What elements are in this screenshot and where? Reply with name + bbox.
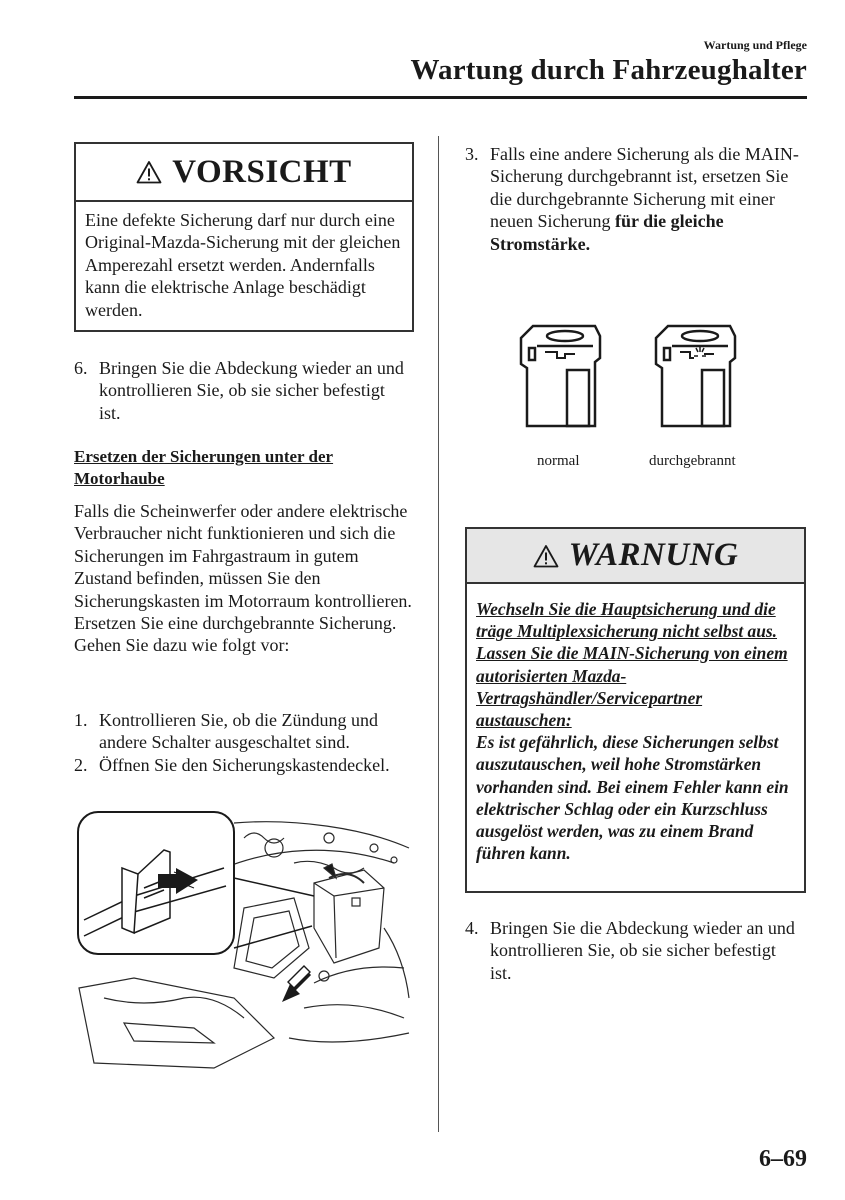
step-4: [465, 917, 795, 984]
warning-triangle-icon: [533, 544, 559, 568]
intro-paragraph: Falls die Scheinwerfer oder andere elektrische Verbraucher nicht funktionieren und sich die Sicherungen im Fahrgastraum in gutem Zustand befinden, müssen Sie den Sicherungskasten im Motorraum kontrollieren. Ersetzen Sie eine durchgebrannte Sicherung. Gehen Sie dazu wie folgt vor:: [74, 501, 412, 656]
subsection-heading: [74, 446, 414, 490]
step-3-bold-text: für die gleiche Stromstärke.: [490, 211, 724, 254]
warning-header: [467, 529, 804, 584]
step-number: 2.: [74, 755, 88, 775]
section-label: Wartung und Pflege: [703, 38, 807, 52]
warning-text: [467, 584, 804, 864]
caution-title: VORSICHT: [172, 153, 352, 190]
fuse-figure: [515, 318, 755, 438]
fuse-label-normal: normal: [537, 453, 580, 469]
step-3-text: Falls eine andere Sicherung als die MAIN-Sicherung durchgebrannt ist, ersetzen Sie die durchgebrannte Sicherung mit einer neuen Sicherung: [490, 144, 799, 232]
column-divider: [438, 136, 439, 1132]
warning-title: WARNUNG: [568, 537, 739, 573]
caution-header: [76, 144, 412, 202]
title-rule: [74, 96, 807, 99]
step-text: Öffnen Sie den Sicherungskastendeckel.: [99, 755, 390, 775]
engine-bay-illustration: [74, 808, 414, 1072]
step-2: [74, 754, 414, 776]
step-number: 1.: [74, 710, 88, 730]
step-text: [490, 143, 806, 255]
step-number: 4.: [465, 918, 479, 938]
fuse-blown-icon: [656, 326, 735, 426]
subsection-heading-line2: Motorhaube: [74, 469, 165, 488]
step-text: Bringen Sie die Abdeckung wieder an und kontrollieren Sie, ob sie sicher befestigt ist.: [490, 918, 795, 983]
warning-triangle-icon: [136, 160, 162, 184]
step-text: Bringen Sie die Abdeckung wieder an und kontrollieren Sie, ob sie sicher befestigt ist.: [99, 358, 404, 423]
fuse-label-blown: durchgebrannt: [649, 453, 736, 469]
subsection-heading-line1: Ersetzen der Sicherungen unter der: [74, 447, 334, 466]
caution-text: Eine defekte Sicherung darf nur durch eine Original-Mazda-Sicherung mit der gleichen Amperezahl ersetzt werden. Andernfalls kann die elektrische Anlage beschädigt werden.: [85, 210, 401, 320]
caution-box: [74, 142, 414, 332]
step-1: [74, 709, 414, 754]
page-number: 6–69: [759, 1146, 807, 1172]
step-number: 6.: [74, 358, 88, 378]
step-number: 3.: [465, 144, 479, 164]
step-6: [74, 357, 404, 424]
warning-underlined-text: Wechseln Sie die Hauptsicherung und die träge Multiplexsicherung nicht selbst aus. Lassen Sie die MAIN-Sicherung von einem autorisierten Mazda-Vertragshändler/Servicepartner austauschen:: [476, 599, 788, 731]
warning-body-text: Es ist gefährlich, diese Sicherungen selbst auszutauschen, weil hohe Stromstärken vorhanden sind. Bei einem Fehler kann ein elektrischer Schlag oder ein Kurzschluss ausgelöst werden, was zu einem Brand führen kann.: [476, 732, 789, 864]
fuse-normal-icon: [521, 326, 600, 426]
step-text: Kontrollieren Sie, ob die Zündung und andere Schalter ausgeschaltet sind.: [99, 710, 378, 753]
page-title: Wartung durch Fahrzeughalter: [410, 54, 807, 86]
step-3: [465, 143, 806, 255]
warning-box: [465, 527, 806, 893]
